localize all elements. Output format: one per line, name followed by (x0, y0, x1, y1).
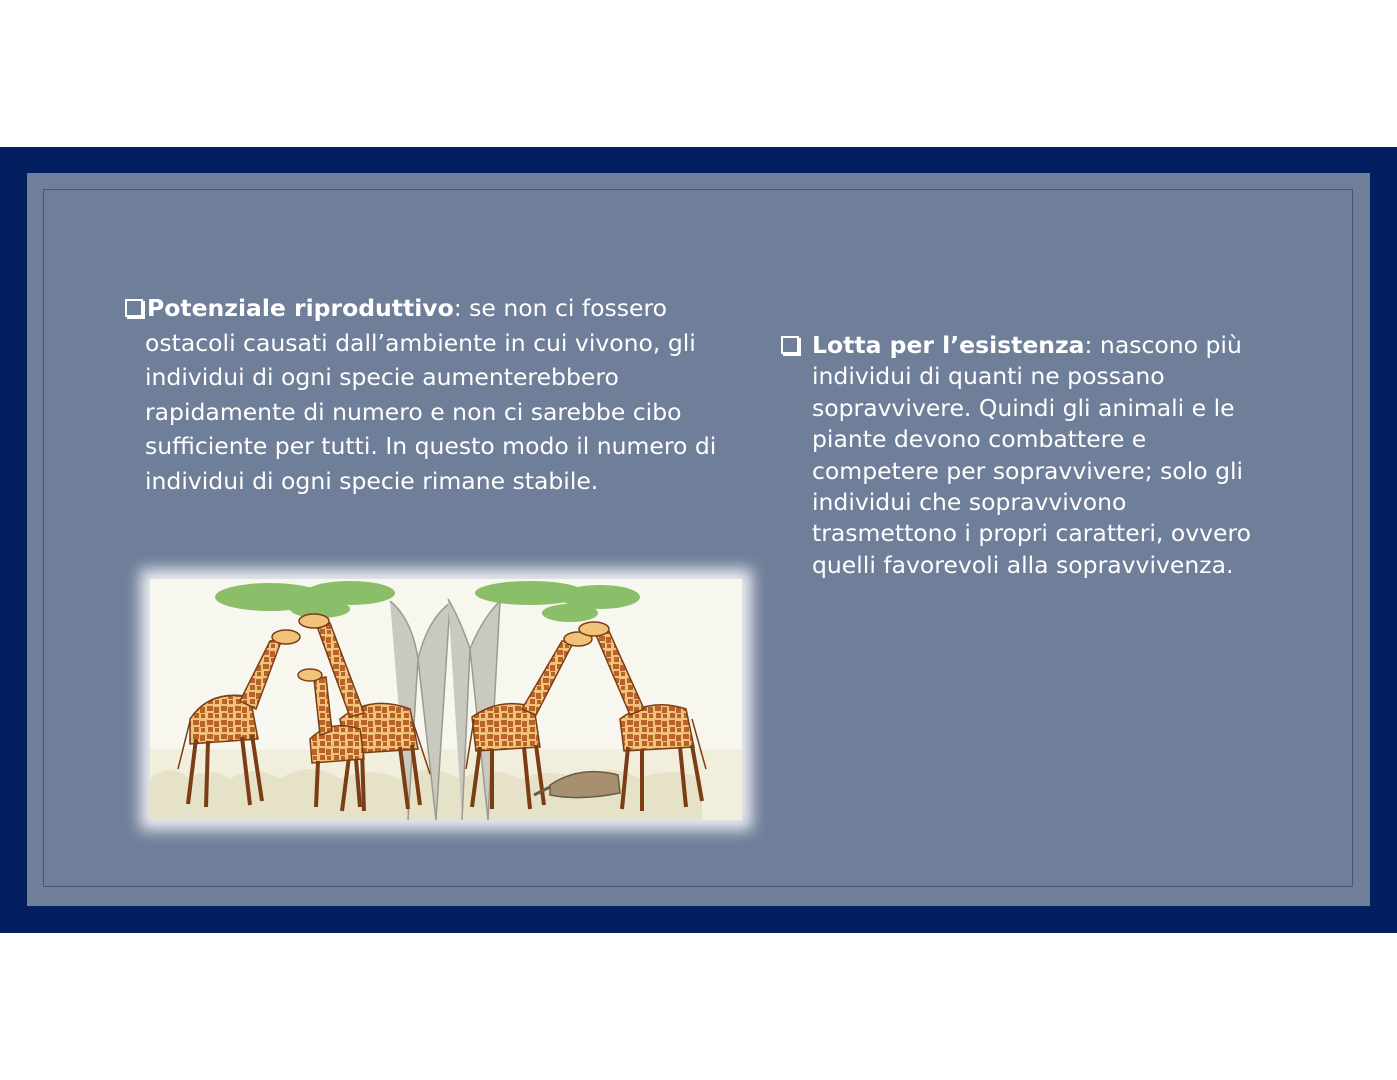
giraffes-illustration (150, 579, 742, 820)
giraffes-feeding-on-trees-illustration (150, 579, 742, 820)
checkbox-bullet-icon (781, 336, 799, 354)
bullet-line: sopravvivere. Quindi gli animali e le (812, 393, 1235, 422)
bullet-title-rest: : se non ci fossero (453, 294, 668, 322)
bullet-title: Lotta per l’esistenza (812, 331, 1085, 359)
bullet-line: individui di ogni specie rimane stabile. (145, 466, 599, 495)
bullet-line: individui che sopravvivono (812, 488, 1127, 517)
slide-panel (27, 173, 1370, 906)
bullet-lotta-per-esistenza (781, 330, 1301, 581)
checkbox-bullet-icon (125, 299, 143, 317)
bullet-line: piante devono combattere e (812, 425, 1147, 454)
bullet-line: ostacoli causati dall’ambiente in cui vivono, gli (145, 328, 696, 357)
bullet-title-rest: : nascono più (1084, 331, 1242, 359)
bullet-line: competere per sopravvivere; solo gli (812, 456, 1244, 485)
bullet-line: trasmettono i propri caratteri, ovvero (812, 519, 1252, 548)
bullet-line: quelli favorevoli alla sopravvivenza. (812, 550, 1234, 579)
bullet-line: individui di quanti ne possano (812, 362, 1165, 391)
bullet-line: sufficiente per tutti. In questo modo il numero di (145, 432, 717, 461)
slide-frame (0, 147, 1397, 933)
bullet-title: Potenziale riproduttivo (147, 294, 454, 322)
bullet-line: individui di ogni specie aumenterebbero (145, 363, 619, 392)
bullet-line: rapidamente di numero e non ci sarebbe cibo (145, 397, 682, 426)
bullet-potenziale-riproduttivo (125, 291, 745, 499)
